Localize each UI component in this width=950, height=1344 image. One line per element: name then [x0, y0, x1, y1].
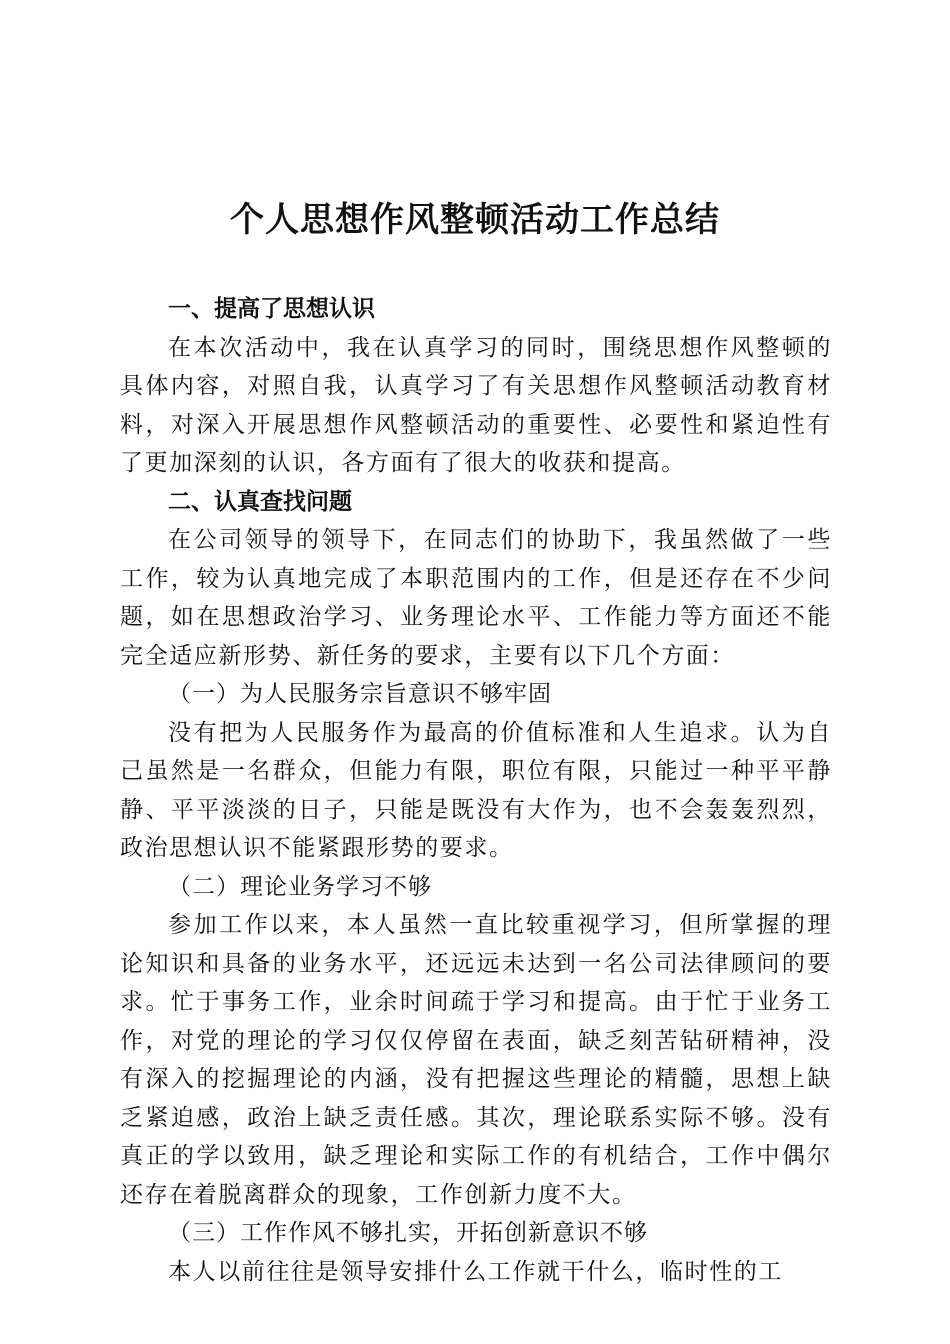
subsection-paragraph-3: 本人以前往往是领导安排什么工作就干什么，临时性的工	[168, 1258, 783, 1285]
document-title: 个人思想作风整顿活动工作总结	[230, 200, 720, 240]
section-heading-1: 一、提高了思想认识	[168, 296, 375, 322]
document-body	[120, 290, 832, 1291]
section-heading-2: 二、认真查找问题	[168, 488, 352, 515]
subsection-heading-1: （一）为人民服务宗旨意识不够牢固	[168, 681, 552, 707]
section-paragraph-1: 在本次活动中，我在认真学习的同时，围绕思想作风整顿的具体内容，对照自我，认真学习了有关思想作风整顿活动教育材料，对深入开展思想作风整顿活动的重要性、必要性和紧迫性有了更加深刻的认识，各方面有了很大的收获和提高。	[120, 334, 832, 476]
section-paragraph-2: 在公司领导的领导下，在同志们的协助下，我虽然做了一些工作，较为认真地完成了本职范围内的工作，但是还存在不少问题，如在思想政治学习、业务理论水平、工作能力等方面还不能完全适应新形势、新任务的要求，主要有以下几个方面：	[120, 527, 832, 669]
subsection-paragraph-1: 没有把为人民服务作为最高的价值标准和人生追求。认为自己虽然是一名群众，但能力有限，职位有限，只能过一种平平静静、平平淡淡的日子，只能是既没有大作为，也不会轰轰烈烈，政治思想认识不能紧跟形势的要求。	[120, 719, 832, 861]
subsection-heading-2: （二）理论业务学习不够	[168, 873, 432, 900]
subsection-paragraph-2: 参加工作以来，本人虽然一直比较重视学习，但所掌握的理论知识和具备的业务水平，还远远未达到一名公司法律顾问的要求。忙于事务工作，业余时间疏于学习和提高。由于忙于业务工作，对党的理论的学习仅仅停留在表面，缺乏刻苦钻研精神，没有深入的挖掘理论的内涵，没有把握这些理论的精髓，思想上缺乏紧迫感，政治上缺乏责任感。其次，理论联系实际不够。没有真正的学以致用，缺乏理论和实际工作的有机结合，工作中偶尔还存在着脱离群众的现象，工作创新力度不大。	[120, 912, 832, 1208]
subsection-heading-3: （三）工作作风不够扎实，开拓创新意识不够	[168, 1220, 648, 1246]
